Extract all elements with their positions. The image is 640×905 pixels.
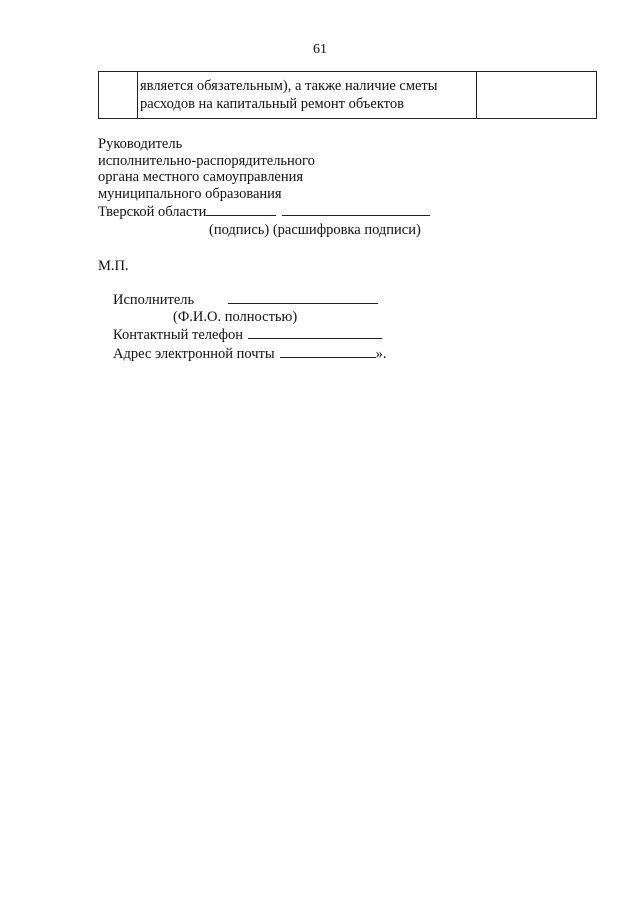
table-cell-text [138, 72, 477, 119]
executor-line [113, 290, 387, 309]
head-title-line: муниципального образования [98, 185, 282, 202]
email-line [113, 344, 387, 363]
head-region-label: Тверской области [98, 204, 207, 220]
executor-name-blank [228, 290, 378, 304]
table-cell-empty [477, 72, 597, 119]
head-title-line: органа местного самоуправления [98, 169, 304, 185]
email-label: Адрес электронной почты [113, 345, 275, 362]
table-fragment [98, 71, 597, 119]
signature-decoding-blank [282, 202, 430, 216]
executor-block [113, 290, 387, 362]
executor-caption: (Ф.И.О. полностью) [173, 308, 298, 325]
table-cell-number [99, 72, 138, 119]
head-title-line: Руководитель [98, 136, 183, 152]
signature-blank [206, 202, 276, 216]
page-number: 61 [313, 42, 327, 57]
head-title-line: исполнительно-распорядительного [98, 152, 315, 169]
closing-quote: ». [375, 345, 387, 362]
table-row [99, 72, 597, 119]
phone-label: Контактный телефон [113, 327, 244, 343]
head-signature-block [98, 136, 430, 221]
email-blank [280, 344, 376, 358]
phone-blank [248, 325, 382, 339]
table-text-line: является обязательным), а также наличие сметы [140, 78, 438, 94]
phone-line [113, 325, 387, 344]
head-region-line [98, 202, 430, 221]
table-text-line: расходов на капитальный ремонт объектов [140, 96, 404, 112]
executor-label: Исполнитель [113, 292, 195, 308]
stamp-label: М.П. [98, 258, 129, 274]
head-signature-caption: (подпись) (расшифровка подписи) [209, 222, 421, 238]
